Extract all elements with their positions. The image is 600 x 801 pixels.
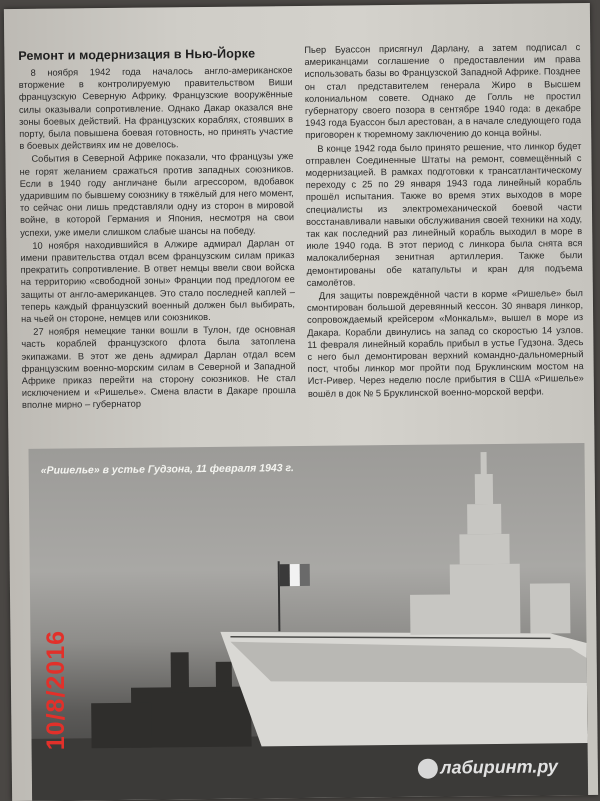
battleship-photo	[28, 443, 588, 801]
paragraph: В конце 1942 года было принято решение, что линкор будет отправлен Соединенные Штаты на ремонт, совмещённый с модернизацией. В рамках подготовки к трансатлантическому переходу с 25 по 29 января 1943 года линейный корабль прошёл испытания. Также во время этих выходов в море специалисты из электромеханической боевой части восстанавливали навыки обслуживания своей техники на ходу, так как последний раз линейный корабль выходил в море в июле 1940 года. В этот период с линкора была снята вся малокалиберная зенитная артиллерия. Также были демонтированы обе катапульты и кран для подъема самолётов.	[305, 140, 583, 288]
book-page	[4, 3, 598, 801]
left-column	[18, 64, 296, 413]
paragraph: 27 ноября немецкие танки вошли в Тулон, где основная часть кораблей французского флота была затоплена экипажами. В этот же день адмирал Дарлан отдал всем французским военно-морским силам в Северной и Западной Африке приказ перейти на сторону союзников. Не стал исключением и «Ришелье». Смена власти в Дакаре прошла вполне мирно – губернатор	[21, 324, 296, 411]
paragraph: 8 ноября 1942 года началось англо-американское вторжение в контролируемую правительством Виши французскую Северную Африку. Французские вооружённые силы оказывали сопротивление. Однако Дакар оказался вне зоны боевых действий. На французских кораблях, стоявших в порту, была повышена боевая готовность, но принять участие в боевых действиях им не довелось.	[18, 65, 294, 152]
watermark-text: лабиринт.ру	[440, 756, 558, 778]
watermark-logo-icon	[418, 759, 438, 779]
ship-illustration	[28, 443, 588, 801]
flag	[278, 561, 311, 631]
right-column	[304, 41, 584, 401]
paragraph: События в Северной Африке показали, что французы уже не горят желанием сражаться против западных союзников. Если в 1940 году англичане были агрессором, вдобавок ударившим по бывшему союзнику в тяжёлый для него момент, то сейчас они лишь представляли одну из сторон в мировой войне, в которой Германия и Япония, несмотря на свои успехи, уже имели слишком слабые шансы на победу.	[19, 151, 295, 238]
tugboat-shapes	[91, 652, 252, 749]
article-heading: Ремонт и модернизация в Нью-Йорке	[18, 46, 256, 63]
date-stamp: 10/8/2016	[42, 630, 70, 751]
photo-caption: «Ришелье» в устье Гудзона, 11 февраля 1943 г.	[40, 462, 294, 477]
paragraph: 10 ноября находившийся в Алжире адмирал Дарлан от имени правительства отдал всем французским силам приказ прекратить сопротивление. В ответ немцы ввели свои войска на территорию «свободной зоны» Франции под предлогом ее защиты от англо-американцев. Это стало последней каплей – теперь каждый французский военный должен был выбирать, на чьей он стороне, немцев или союзников.	[20, 237, 296, 324]
paragraph: Пьер Буассон присягнул Дарлану, а затем подписал с американцами соглашение о предоставлении им права использовать базы во Французской Западной Африке. Позднее он стал представителем генерала Жиро в Высшем колониальном совете. Однако де Голль не простил губернатору своего позора в сентябре 1940 года: в декабре 1943 года Буассон был арестован, а в начале следующего года приговорен к тюремному заключению до конца войны.	[304, 42, 582, 141]
paragraph: Для защиты повреждённой части в корме «Ришелье» был смонтирован большой деревянный кессон. 30 января линкор, сопровождаемый крейсером «Монкальм», вышел в море из Дакара. Корабли двинулись на запад со скоростью 14 узлов. 11 февраля линейный корабль прибыл в устье Гудзона. Здесь с него был демонтирован верхний командно-дальномерный пост, чтобы линкор мог пройти под Бруклинским мостом на Ист-Ривер. Через неделю после прибытия в США «Ришелье» вошёл в док № 5 Бруклинской военно-морской верфи.	[306, 288, 584, 399]
superstructure	[409, 451, 571, 635]
